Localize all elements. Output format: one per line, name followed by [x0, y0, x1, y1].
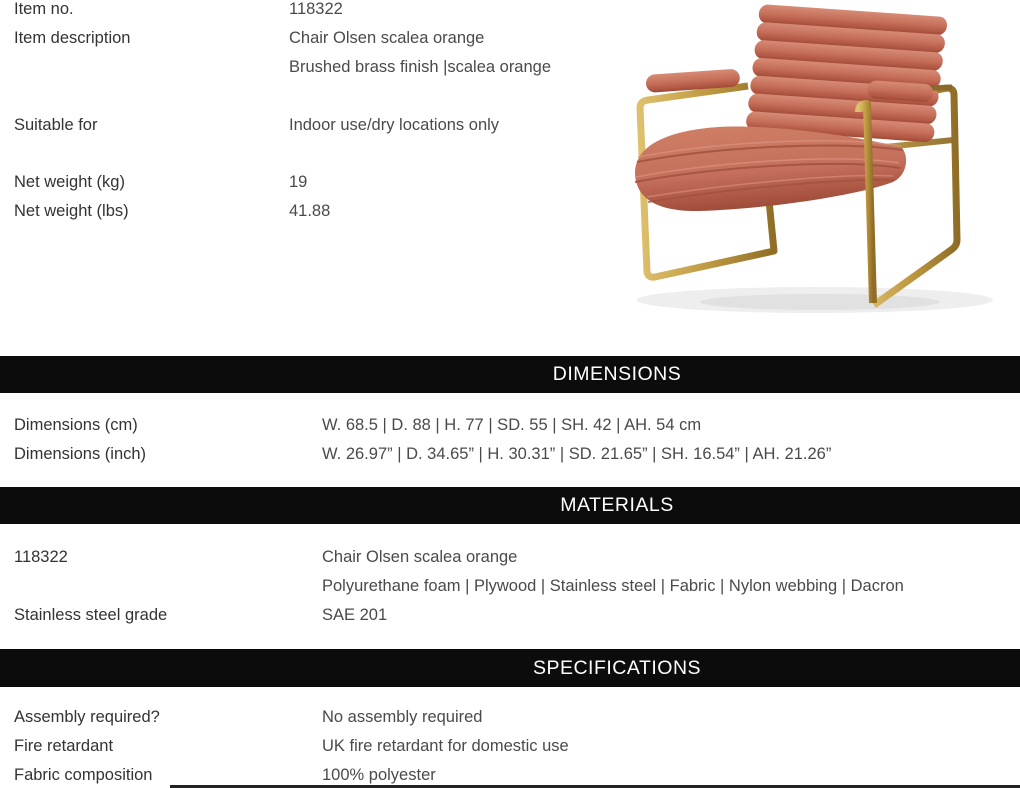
materials-section	[0, 543, 1020, 630]
specifications-label: Fabric composition	[14, 766, 153, 784]
chair-back-cushion	[745, 4, 948, 143]
materials-row-item	[0, 543, 1020, 572]
dimensions-label: Dimensions (inch)	[14, 445, 147, 463]
specifications-label: Assembly required?	[14, 708, 160, 726]
dimensions-section	[0, 411, 1020, 469]
specifications-row-fabric	[0, 761, 1020, 788]
info-value: 19	[289, 173, 308, 191]
dimensions-value: W. 26.97” | D. 34.65” | H. 30.31” | SD. 21.65” | SH. 16.54” | AH. 21.26”	[322, 445, 832, 463]
specifications-row-assembly	[0, 703, 1020, 732]
dimensions-row-cm	[0, 411, 1020, 440]
specifications-label: Fire retardant	[14, 737, 114, 755]
materials-label: Stainless steel grade	[14, 606, 168, 624]
chair-olsen-product-photo	[600, 0, 1020, 320]
dimensions-label: Dimensions (cm)	[14, 416, 138, 434]
info-value: 41.88	[289, 202, 331, 220]
section-header-materials: MATERIALS	[0, 487, 1020, 524]
specifications-value: 100% polyester	[322, 766, 436, 784]
info-value: 118322	[289, 0, 343, 18]
dimensions-value: W. 68.5 | D. 88 | H. 77 | SD. 55 | SH. 42 | AH. 54 cm	[322, 416, 702, 434]
dimensions-row-inch	[0, 440, 1020, 469]
specifications-value: UK fire retardant for domestic use	[322, 737, 569, 755]
info-label: Item description	[14, 29, 131, 47]
materials-label	[0, 572, 322, 601]
info-value: Brushed brass finish |scalea orange	[289, 58, 552, 76]
info-label	[0, 53, 289, 82]
info-label: Suitable for	[14, 116, 98, 134]
section-header-dimensions: DIMENSIONS	[0, 356, 1020, 393]
materials-label: 118322	[14, 548, 68, 566]
materials-row-composition	[0, 572, 1020, 601]
specifications-row-fire-retardant	[0, 732, 1020, 761]
info-label: Net weight (kg)	[14, 173, 125, 191]
materials-value: SAE 201	[322, 606, 388, 624]
specifications-section	[0, 703, 1020, 788]
materials-value: Chair Olsen scalea orange	[322, 548, 518, 566]
materials-value: Polyurethane foam | Plywood | Stainless steel | Fabric | Nylon webbing | Dacron	[322, 577, 904, 595]
info-label: Net weight (lbs)	[14, 202, 129, 220]
materials-row-steel-grade	[0, 601, 1020, 630]
section-header-specifications: SPECIFICATIONS	[0, 649, 1020, 687]
info-value: Chair Olsen scalea orange	[289, 29, 485, 47]
info-value: Indoor use/dry locations only	[289, 116, 500, 134]
info-label: Item no.	[14, 0, 74, 18]
specifications-value: No assembly required	[322, 708, 483, 726]
